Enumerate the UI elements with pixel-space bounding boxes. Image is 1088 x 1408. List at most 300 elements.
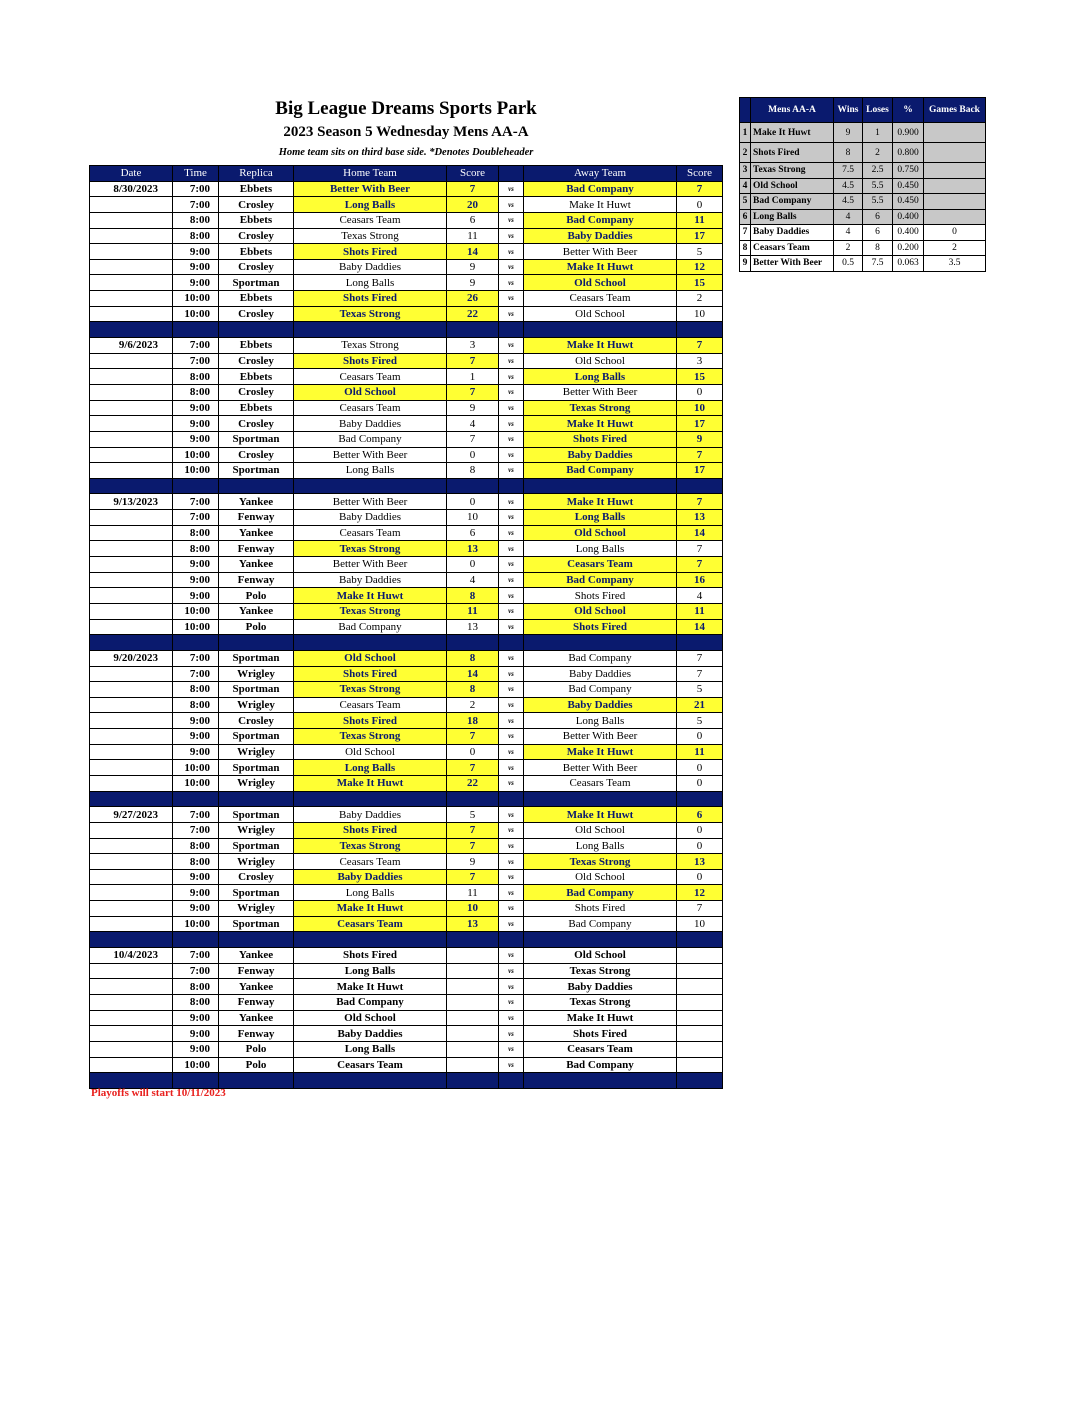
game-time: 10:00 <box>173 916 219 932</box>
away-team: Long Balls <box>524 369 677 385</box>
vs-label: vs <box>499 729 524 745</box>
game-replica: Yankee <box>219 603 294 619</box>
game-replica: Wrigley <box>219 822 294 838</box>
week-separator <box>90 1073 723 1089</box>
vs-label: vs <box>499 650 524 666</box>
away-team: Bad Company <box>524 181 677 197</box>
vs-label: vs <box>499 353 524 369</box>
away-score: 12 <box>677 259 723 275</box>
away-score: 13 <box>677 510 723 526</box>
home-team: Make It Huwt <box>294 979 447 995</box>
game-replica: Sportman <box>219 838 294 854</box>
separator-cell <box>219 932 294 948</box>
game-date <box>90 760 173 776</box>
vs-label: vs <box>499 338 524 354</box>
game-date <box>90 306 173 322</box>
separator-cell <box>447 932 499 948</box>
vs-label: vs <box>499 775 524 791</box>
away-score: 0 <box>677 775 723 791</box>
away-team: Long Balls <box>524 838 677 854</box>
standings-games-back <box>924 209 986 225</box>
game-row <box>90 948 723 964</box>
vs-label: vs <box>499 682 524 698</box>
game-replica: Wrigley <box>219 775 294 791</box>
standings-row <box>740 143 986 163</box>
game-time: 8:00 <box>173 854 219 870</box>
standings-loses: 6 <box>863 225 893 241</box>
standings-team: Make It Huwt <box>751 123 834 143</box>
game-replica: Sportman <box>219 682 294 698</box>
home-team: Texas Strong <box>294 338 447 354</box>
standings-wins: 0.5 <box>834 256 863 272</box>
home-team: Ceasars Team <box>294 916 447 932</box>
game-row <box>90 431 723 447</box>
home-team: Long Balls <box>294 197 447 213</box>
game-replica: Yankee <box>219 525 294 541</box>
home-score: 13 <box>447 619 499 635</box>
vs-label: vs <box>499 916 524 932</box>
away-team: Baby Daddies <box>524 697 677 713</box>
home-team: Old School <box>294 1010 447 1026</box>
away-score: 0 <box>677 729 723 745</box>
standings-rank: 3 <box>740 163 751 179</box>
game-replica: Ebbets <box>219 400 294 416</box>
separator-cell <box>447 1073 499 1089</box>
game-time: 8:00 <box>173 682 219 698</box>
away-score: 5 <box>677 244 723 260</box>
game-time: 9:00 <box>173 744 219 760</box>
separator-cell <box>90 791 173 807</box>
separator-cell <box>677 1073 723 1089</box>
game-row <box>90 838 723 854</box>
separator-cell <box>447 478 499 494</box>
game-replica: Sportman <box>219 650 294 666</box>
away-score <box>677 994 723 1010</box>
standings-pct: 0.800 <box>893 143 924 163</box>
home-score: 0 <box>447 557 499 573</box>
col-home-score: Score <box>447 166 499 182</box>
game-date <box>90 353 173 369</box>
away-team: Make It Huwt <box>524 416 677 432</box>
away-score: 7 <box>677 181 723 197</box>
standings-col-team: Mens AA-A <box>751 98 834 123</box>
home-score: 11 <box>447 603 499 619</box>
home-score: 11 <box>447 885 499 901</box>
game-date <box>90 510 173 526</box>
vs-label: vs <box>499 1026 524 1042</box>
game-replica: Sportman <box>219 807 294 823</box>
away-score: 0 <box>677 869 723 885</box>
game-row <box>90 369 723 385</box>
standings-row <box>740 209 986 225</box>
home-score <box>447 979 499 995</box>
vs-label: vs <box>499 572 524 588</box>
page-title: Big League Dreams Sports Park <box>275 98 537 119</box>
home-team: Ceasars Team <box>294 369 447 385</box>
game-date <box>90 463 173 479</box>
game-row <box>90 650 723 666</box>
separator-cell <box>499 635 524 651</box>
game-replica: Sportman <box>219 916 294 932</box>
game-time: 10:00 <box>173 1057 219 1073</box>
away-team: Baby Daddies <box>524 447 677 463</box>
game-time: 9:00 <box>173 431 219 447</box>
game-time: 8:00 <box>173 369 219 385</box>
standings-body <box>740 123 986 272</box>
vs-label: vs <box>499 431 524 447</box>
standings-rank: 9 <box>740 256 751 272</box>
game-date <box>90 541 173 557</box>
game-row <box>90 1041 723 1057</box>
standings-loses: 2 <box>863 143 893 163</box>
col-date: Date <box>90 166 173 182</box>
away-team: Make It Huwt <box>524 1010 677 1026</box>
game-date: 9/27/2023 <box>90 807 173 823</box>
home-score: 14 <box>447 244 499 260</box>
game-date <box>90 666 173 682</box>
home-team: Shots Fired <box>294 666 447 682</box>
game-time: 10:00 <box>173 775 219 791</box>
away-score: 4 <box>677 588 723 604</box>
game-row <box>90 572 723 588</box>
game-row <box>90 447 723 463</box>
page-subtitle: 2023 Season 5 Wednesday Mens AA-A <box>283 124 529 140</box>
game-date <box>90 713 173 729</box>
away-score <box>677 1041 723 1057</box>
home-team: Better With Beer <box>294 181 447 197</box>
game-time: 7:00 <box>173 666 219 682</box>
game-replica: Fenway <box>219 510 294 526</box>
game-replica: Ebbets <box>219 369 294 385</box>
home-score: 22 <box>447 775 499 791</box>
game-row <box>90 494 723 510</box>
home-team: Make It Huwt <box>294 901 447 917</box>
home-score: 7 <box>447 353 499 369</box>
away-team: Better With Beer <box>524 729 677 745</box>
vs-label: vs <box>499 1057 524 1073</box>
away-team: Better With Beer <box>524 384 677 400</box>
home-team: Baby Daddies <box>294 510 447 526</box>
game-date <box>90 557 173 573</box>
away-score: 14 <box>677 619 723 635</box>
game-date <box>90 822 173 838</box>
away-score: 15 <box>677 275 723 291</box>
vs-label: vs <box>499 463 524 479</box>
home-score: 13 <box>447 541 499 557</box>
separator-cell <box>173 791 219 807</box>
separator-cell <box>294 791 447 807</box>
standings-games-back: 2 <box>924 240 986 256</box>
away-team: Texas Strong <box>524 994 677 1010</box>
vs-label: vs <box>499 760 524 776</box>
standings-games-back: 0 <box>924 225 986 241</box>
home-team: Texas Strong <box>294 603 447 619</box>
vs-label: vs <box>499 275 524 291</box>
away-team: Shots Fired <box>524 1026 677 1042</box>
away-team: Texas Strong <box>524 400 677 416</box>
game-time: 9:00 <box>173 1026 219 1042</box>
game-replica: Ebbets <box>219 338 294 354</box>
separator-cell <box>499 322 524 338</box>
standings-games-back: 3.5 <box>924 256 986 272</box>
standings-team: Baby Daddies <box>751 225 834 241</box>
game-time: 9:00 <box>173 1010 219 1026</box>
game-replica: Wrigley <box>219 666 294 682</box>
standings-row <box>740 194 986 210</box>
standings-row <box>740 123 986 143</box>
away-score: 7 <box>677 666 723 682</box>
game-row <box>90 181 723 197</box>
separator-cell <box>219 478 294 494</box>
home-score: 7 <box>447 729 499 745</box>
separator-cell <box>677 791 723 807</box>
standings-rank: 8 <box>740 240 751 256</box>
home-team: Ceasars Team <box>294 400 447 416</box>
game-row <box>90 963 723 979</box>
away-team: Better With Beer <box>524 760 677 776</box>
game-row <box>90 1010 723 1026</box>
game-date <box>90 525 173 541</box>
game-time: 10:00 <box>173 603 219 619</box>
game-row <box>90 291 723 307</box>
standings-wins: 4.5 <box>834 178 863 194</box>
week-separator <box>90 932 723 948</box>
home-team: Make It Huwt <box>294 588 447 604</box>
game-row <box>90 510 723 526</box>
separator-cell <box>499 1073 524 1089</box>
away-score: 7 <box>677 650 723 666</box>
away-team: Make It Huwt <box>524 807 677 823</box>
game-time: 8:00 <box>173 541 219 557</box>
away-score: 7 <box>677 494 723 510</box>
home-score: 8 <box>447 588 499 604</box>
separator-cell <box>499 478 524 494</box>
home-team: Baby Daddies <box>294 869 447 885</box>
game-row <box>90 1057 723 1073</box>
away-score: 0 <box>677 197 723 213</box>
game-replica: Yankee <box>219 1010 294 1026</box>
away-team: Make It Huwt <box>524 197 677 213</box>
standings-wins: 9 <box>834 123 863 143</box>
game-date <box>90 588 173 604</box>
home-score <box>447 963 499 979</box>
away-score: 17 <box>677 463 723 479</box>
game-row <box>90 275 723 291</box>
separator-cell <box>447 791 499 807</box>
separator-cell <box>524 1073 677 1089</box>
away-team: Shots Fired <box>524 431 677 447</box>
game-date <box>90 228 173 244</box>
game-row <box>90 666 723 682</box>
game-time: 7:00 <box>173 494 219 510</box>
home-team: Better With Beer <box>294 494 447 510</box>
standings-team: Better With Beer <box>751 256 834 272</box>
game-replica: Yankee <box>219 979 294 995</box>
game-replica: Yankee <box>219 557 294 573</box>
separator-cell <box>173 478 219 494</box>
home-team: Shots Fired <box>294 291 447 307</box>
vs-label: vs <box>499 494 524 510</box>
home-score: 9 <box>447 259 499 275</box>
game-row <box>90 619 723 635</box>
home-team: Long Balls <box>294 885 447 901</box>
away-score: 3 <box>677 353 723 369</box>
vs-label: vs <box>499 979 524 995</box>
vs-label: vs <box>499 510 524 526</box>
game-row <box>90 682 723 698</box>
vs-label: vs <box>499 244 524 260</box>
game-date <box>90 1041 173 1057</box>
home-score: 13 <box>447 916 499 932</box>
away-team: Baby Daddies <box>524 666 677 682</box>
game-date: 10/4/2023 <box>90 948 173 964</box>
game-row <box>90 353 723 369</box>
game-date: 9/13/2023 <box>90 494 173 510</box>
home-team: Old School <box>294 744 447 760</box>
away-score <box>677 1026 723 1042</box>
away-team: Better With Beer <box>524 244 677 260</box>
home-score: 4 <box>447 416 499 432</box>
game-row <box>90 400 723 416</box>
vs-label: vs <box>499 713 524 729</box>
game-time: 10:00 <box>173 619 219 635</box>
home-score <box>447 994 499 1010</box>
game-row <box>90 259 723 275</box>
game-time: 8:00 <box>173 994 219 1010</box>
game-row <box>90 916 723 932</box>
away-team: Make It Huwt <box>524 338 677 354</box>
vs-label: vs <box>499 400 524 416</box>
col-away-score: Score <box>677 166 723 182</box>
game-replica: Fenway <box>219 994 294 1010</box>
away-team: Bad Company <box>524 682 677 698</box>
vs-label: vs <box>499 666 524 682</box>
standings-loses: 1 <box>863 123 893 143</box>
standings-col-games-back: Games Back <box>924 98 986 123</box>
standings-pct: 0.063 <box>893 256 924 272</box>
away-score: 10 <box>677 400 723 416</box>
separator-cell <box>524 478 677 494</box>
away-team: Bad Company <box>524 463 677 479</box>
away-score: 0 <box>677 384 723 400</box>
game-time: 8:00 <box>173 384 219 400</box>
home-score: 3 <box>447 338 499 354</box>
home-score <box>447 1041 499 1057</box>
schedule-header-row <box>90 166 723 182</box>
game-replica: Crosley <box>219 713 294 729</box>
away-score: 21 <box>677 697 723 713</box>
game-row <box>90 901 723 917</box>
vs-label: vs <box>499 1010 524 1026</box>
home-team: Baby Daddies <box>294 259 447 275</box>
game-replica: Wrigley <box>219 901 294 917</box>
away-score: 10 <box>677 306 723 322</box>
separator-cell <box>219 1073 294 1089</box>
col-away-team: Away Team <box>524 166 677 182</box>
separator-cell <box>90 932 173 948</box>
game-time: 7:00 <box>173 948 219 964</box>
game-date <box>90 1026 173 1042</box>
game-date <box>90 1010 173 1026</box>
vs-label: vs <box>499 541 524 557</box>
standings-wins: 2 <box>834 240 863 256</box>
standings-loses: 5.5 <box>863 194 893 210</box>
vs-label: vs <box>499 869 524 885</box>
separator-cell <box>294 322 447 338</box>
game-row <box>90 994 723 1010</box>
home-score: 2 <box>447 697 499 713</box>
col-time: Time <box>173 166 219 182</box>
separator-cell <box>524 932 677 948</box>
game-replica: Crosley <box>219 447 294 463</box>
away-team: Bad Company <box>524 885 677 901</box>
game-date <box>90 572 173 588</box>
game-date <box>90 619 173 635</box>
home-team: Better With Beer <box>294 447 447 463</box>
home-score: 9 <box>447 400 499 416</box>
home-score: 8 <box>447 463 499 479</box>
standings-loses: 5.5 <box>863 178 893 194</box>
standings-col-loses: Loses <box>863 98 893 123</box>
game-time: 9:00 <box>173 729 219 745</box>
game-replica: Sportman <box>219 760 294 776</box>
game-date <box>90 275 173 291</box>
home-score: 0 <box>447 744 499 760</box>
game-replica: Polo <box>219 619 294 635</box>
away-score: 16 <box>677 572 723 588</box>
week-separator <box>90 322 723 338</box>
separator-cell <box>173 932 219 948</box>
game-replica: Sportman <box>219 463 294 479</box>
away-team: Shots Fired <box>524 619 677 635</box>
home-score: 6 <box>447 212 499 228</box>
standings-team: Long Balls <box>751 209 834 225</box>
game-date <box>90 447 173 463</box>
away-score: 2 <box>677 291 723 307</box>
game-date <box>90 744 173 760</box>
vs-label: vs <box>499 259 524 275</box>
game-date <box>90 369 173 385</box>
standings-pct: 0.450 <box>893 178 924 194</box>
game-replica: Ebbets <box>219 291 294 307</box>
game-time: 10:00 <box>173 306 219 322</box>
game-row <box>90 885 723 901</box>
col-home-team: Home Team <box>294 166 447 182</box>
game-date <box>90 885 173 901</box>
home-team: Ceasars Team <box>294 212 447 228</box>
vs-label: vs <box>499 525 524 541</box>
home-team: Ceasars Team <box>294 854 447 870</box>
vs-label: vs <box>499 744 524 760</box>
game-replica: Crosley <box>219 306 294 322</box>
separator-cell <box>219 635 294 651</box>
game-time: 8:00 <box>173 979 219 995</box>
standings-loses: 7.5 <box>863 256 893 272</box>
game-time: 9:00 <box>173 557 219 573</box>
game-row <box>90 854 723 870</box>
separator-cell <box>90 1073 173 1089</box>
away-team: Bad Company <box>524 572 677 588</box>
away-score: 6 <box>677 807 723 823</box>
home-team: Baby Daddies <box>294 807 447 823</box>
standings-pct: 0.900 <box>893 123 924 143</box>
separator-cell <box>677 322 723 338</box>
away-score <box>677 1010 723 1026</box>
away-score: 5 <box>677 682 723 698</box>
game-replica: Wrigley <box>219 854 294 870</box>
game-row <box>90 228 723 244</box>
game-replica: Crosley <box>219 197 294 213</box>
